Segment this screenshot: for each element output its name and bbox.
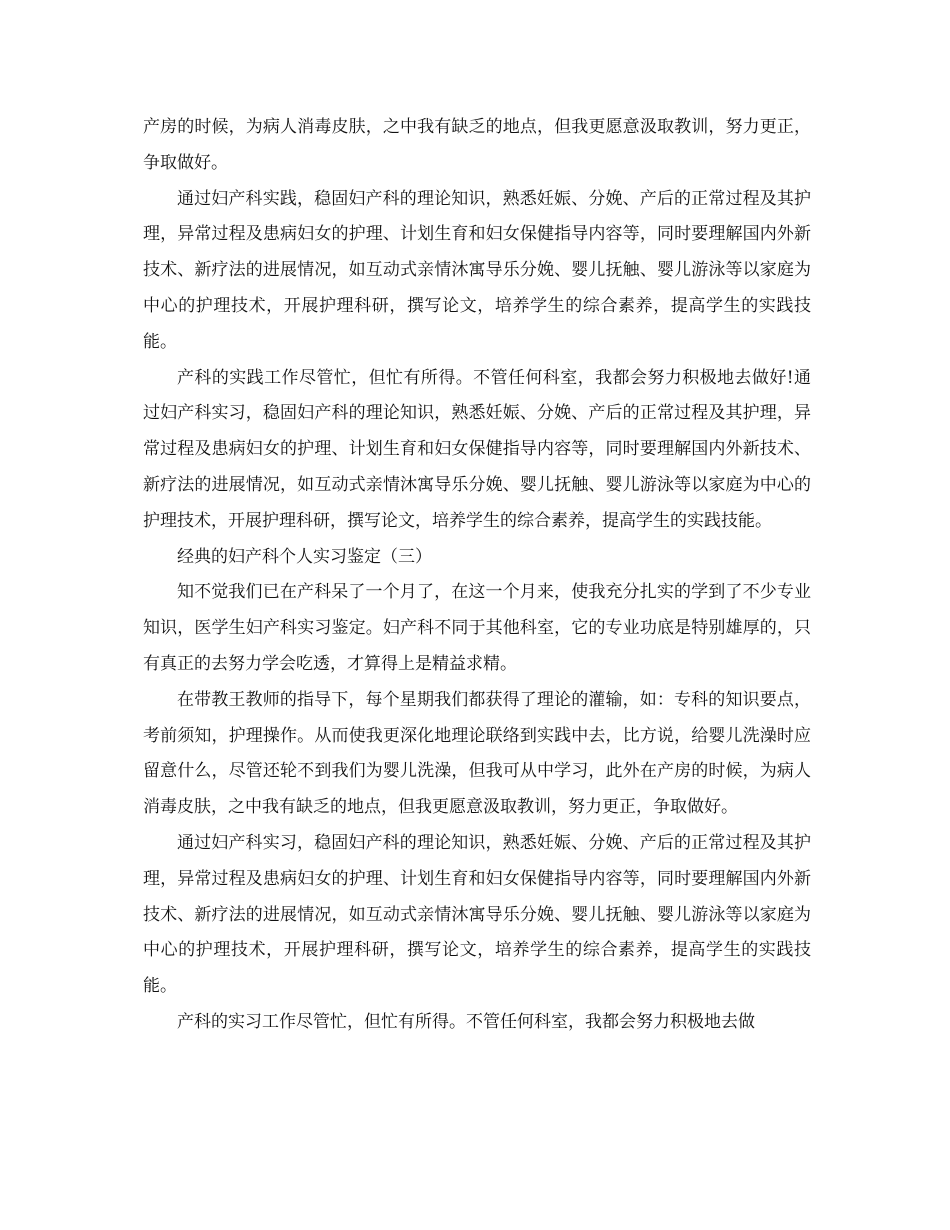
paragraph-6: 在带教王教师的指导下，每个星期我们都获得了理论的灌输，如：专科的知识要点，考前须知，护理操作。从而使我更深化地理论联络到实践中去，比方说，给婴儿洗澡时应留意什么，尽管还轮不到我们为婴儿洗澡，但我可从中学习，此外在产房的时候，为病人消毒皮肤，之中我有缺乏的地点，但我更愿意汲取教训，努力更正，争取做好。 [143,689,811,818]
paragraph-2: 通过妇产科实践，稳固妇产科的理论知识，熟悉妊娠、分娩、产后的正常过程及其护理，异常过程及患病妇女的护理、计划生育和妇女保健指导内容等，同时要理解国内外新技术、新疗法的进展情况，如互动式亲情沐寓导乐分娩、婴儿抚触、婴儿游泳等以家庭为中心的护理技术，开展护理科研，撰写论文，培养学生的综合素养，提高学生的实践技能。 [143,188,811,352]
section-heading: 经典的妇产科个人实习鉴定（三） [177,546,432,567]
paragraph-8: 产科的实习工作尽管忙，但忙有所得。不管任何科室，我都会努力积极地去做 [177,1011,755,1032]
paragraph-7: 通过妇产科实习，稳固妇产科的理论知识，熟悉妊娠、分娩、产后的正常过程及其护理，异常过程及患病妇女的护理、计划生育和妇女保健指导内容等，同时要理解国内外新技术、新疗法的进展情况，如互动式亲情沐寓导乐分娩、婴儿抚触、婴儿游泳等以家庭为中心的护理技术，开展护理科研，撰写论文，培养学生的综合素养，提高学生的实践技能。 [143,832,811,997]
paragraph-1: 产房的时候，为病人消毒皮肤，之中我有缺乏的地点，但我更愿意汲取教训，努力更正，争取做好。 [143,117,811,173]
document-body [143,110,811,1041]
paragraph-3: 产科的实践工作尽管忙，但忙有所得。不管任何科室，我都会努力积极地去做好!通过妇产科实习，稳固妇产科的理论知识，熟悉妊娠、分娩、产后的正常过程及其护理，异常过程及患病妇女的护理、计划生育和妇女保健指导内容等，同时要理解国内外新技术、新疗法的进展情况，如互动式亲情沐寓导乐分娩、婴儿抚触、婴儿游泳等以家庭为中心的护理技术，开展护理科研，撰写论文，培养学生的综合素养，提高学生的实践技能。 [143,367,811,531]
paragraph-5: 知不觉我们已在产科呆了一个月了，在这一个月来，使我充分扎实的学到了不少专业知识，医学生妇产科实习鉴定。妇产科不同于其他科室，它的专业功底是特别雄厚的，只有真正的去努力学会吃透，才算得上是精益求精。 [143,582,811,674]
